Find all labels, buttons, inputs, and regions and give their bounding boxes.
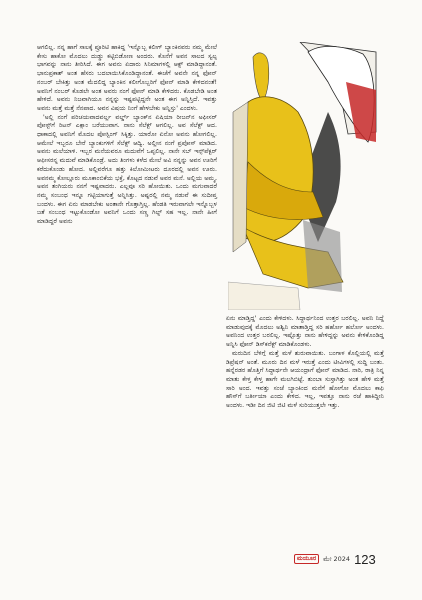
right-column	[226, 315, 384, 411]
issue-date: ಮೇ 2024	[323, 554, 351, 563]
magazine-logo: ಮಯೂರ	[294, 554, 319, 564]
paragraph-4: ಮರುದಿನ ಬೆಳಿಗ್ಗೆ ಮತ್ತೆ ಮಳೆ ಶುರುವಾಯಿತು. ಬಂಗಾಳ ಕೊಲ್ಲಿಯಲ್ಲಿ ಮತ್ತೆ ಡಿಪ್ರೆಷನ್ ಅಂತೆ. ಮೂರು ದಿನ ಮಳೆ ಇರುತ್ತೆ ಎಂದು ಟೀವಿಗಳಲ್ಲಿ ಸುದ್ದಿ ಬಂತು. ಹನ್ನೆರಡರ ಹೊತ್ತಿಗೆ ಸಿದ್ಧಾರ್ಥನೇ ಆಯಂದ್ರಾಗೆ ಫೋನ್ ಮಾಡಿದ. ನಾರಿ, ರಾತ್ರಿ ನಿನ್ನ ಮಾತು ಕೇಳ್ತ ಕೇಳ್ತ ಹಾಗೇ ಮಲಗಿಬಿಟ್ಟೆ. ತುಂಬಾ ಸುಸ್ತಾಗಿತ್ತು ಅಂತ ಹೇಳಿ ಮತ್ತೆ ಸಾರಿ ಅಂದ. ಇವತ್ತು ಸಂಜೆ ಬ್ಯಾಂಕಿಂದ ಮನೆಗೆ ಹೋಗೋ ಮೊದಲು ಕಾಫಿ ಹೌಸ್‌ಗೆ ಬರ್ತೀಯಾ ಎಂದು ಕೇಳಿದ. ಇಲ್ಲ, ಇವತ್ತೂ ನಾನು ರಜೆ ಹಾಕಿದ್ದೀನಿ ಅಂದಳು. ಇಡೀ ದಿನ ಜಿಟಿ ಜಿಟಿ ಮಳೆ ಸುರಿಯುತ್ತಲೇ ಇತ್ತು.	[226, 349, 384, 410]
left-column	[37, 44, 217, 227]
story-illustration	[228, 42, 378, 310]
paragraph-1: ಆಗಲಿಲ್ಲ. ನನ್ನ ಹಾಗೆ ಸಾಲಕ್ಕೆ ಪ್ರೂರಿಟಿ ಹಾಕಿದ್ದ 'ಇನ್ನೊಬ್ಬ ಕಲೀಗ್ ಬ್ಯಾಂಕಿನವರು ನಮ್ಮ ಮೇಲೆ ಕೇಸು ಹಾಕೋ ಮೊದಲು ದುಡ್ಡು ಕಟ್ಟಿಬಿಡೋಣ ಅಂದರು. ಕೊನೆಗೆ ಅವನ ಸಾಲದ ಸ್ವಲ್ಪ ಭಾಗವನ್ನು ನಾನು ತೀರಿಸಿದೆ. ಈಗ ಅವನು ಏದಾರು ಸಿನಿಮಾಗಳಲ್ಲಿ ಆಕ್ಟ್ ಮಾಡಿದ್ದಾನಂತೆ. ಭಾನುಪ್ರಕಾಶ್ ಅಂತ ಹೆಸರು ಬದಲಾಯಿಸಿಕೊಂಡಿದ್ದಾನಂತೆ. ಈಚೆಗೆ ಅವನೇ ನನ್ನ ಫೋನ್ ನಂಬರ್ ಬೇಕಿತ್ತು ಅಂತ ಮೆದಲಿದ್ದ ಬ್ಯಾಂಕಿನ ಕಲೀಗೊಬ್ಬರಿಗೆ ಫೋನ್ ಮಾಡಿ ಕೇಳಿದನಂತೆ! ಅವನಿಗೆ ನಂಬರ್ ಕೊಡಲೇ ಅಂತ ಅವರು ನಂಗೆ ಫೋನ್ ಮಾಡಿ ಕೇಳಿದರು. ಕೊಡಬೇಡಿ ಅಂತ ಹೇಳಿದೆ. ಅವನು ನಿಜವಾಗಿಯೂ ನನ್ನನ್ನು ಇಷ್ಟಪಟ್ಟಿದ್ದನೇ ಅಂತ ಈಗ ಅನ್ನಿಸ್ತಿದೆ. ಇವತ್ತು ಅವನು ಮತ್ತೆ ಮತ್ತೆ ನೆನಪಾದ. ಅವನ ವಿಷಯ ನಿಂಗೆ ಹೇಳಬೇಕು ಅನ್ನಿಸ್ತು' ಎಂದಳು.	[37, 44, 217, 112]
page-footer	[294, 552, 376, 566]
paragraph-2: 'ಅಲ್ಲಿ ನಂಗೆ ಪರಿಚಯವಾದವರ್ಲ್ಲ ವರ್ಲ್ಡ್ ಬ್ಯಾಂಕ್‌ನ ಏಷಿಯಾ ರೀಜನ್‌ನ ಅಫೀಸರ್ ಪೋಸ್ಟ್‌ಗೆ ರಿಟನ್ ಎಕ್ಸಾಂ ಬರೆಯುವಾಗ. ನಾನು ಸೆಲೆಕ್ಟ್ ಆಗಲಿಲ್ಲ. ಅವ ಸೆಲೆಕ್ಟ್ ಆದ. ಧಾಕಾದಲ್ಲಿ ಅವನಿಗೆ ಮೊದಲ ಪೋಸ್ಟಿಂಗ್ ಸಿಕ್ಕಿತ್ತು. ಯಾರೋ ಏನೋ ಅವನು ಹೋಗಲಿಲ್ಲ. ಆಮೇಲೆ ಇಬ್ಬರೂ ಬೇರೆ ಬ್ಯಾಂಕುಗಳಿಗೆ ಸೆಲೆಕ್ಟ್ ಆದ್ವಿ. ಅಲ್ಲೀನ ನಂಗೆ ಪ್ರಪೋಸ್ ಮಾಡಿದ. ಅವನು ಮಲೆಯಾಳಿ. ಇಬ್ಬರ ಮನೆಯವರೂ ಮದುವೆಗೆ ಒಪ್ಪಲಿಲ್ಲ. ನಾನೇ ಸಬ್ ಇನ್ಸ್‌ಪೆಕ್ಟರ್ ಆಫೀಸರನ್ನ ಮದುವೆ ಮಾಡಿಕೊಂಡ್ರೆ. ಅದು ತಿಂಗಳು ಕಳೆದ ಮೇಲೆ ಅವಿ ನನ್ನನ್ನು ಅವನ ಊರಿಗೆ ಕರೆದುಕೊಂಡು ಹೋದ. ಅಲ್ಲಿವರೆಗೂ ಹತ್ತು ಕಿಲೋಮೀಟರು ದೂರದಲ್ಲಿ ಅವನ ಊರು. ಅವನಮ್ಮ ಕೋಲ್ಲೂರು ಮೂಕಾಂಬಿಕೆಯ ಭಕ್ತೆ, ಕೊಟ್ಟದ ನಡುವೆ ಅವರ ಮನೆ. ಅಲ್ಲಿಯ ಅಮ್ಮ, ಅವನ ತಂಗಿಯರು ನನಗೆ ಇಷ್ಟವಾದರು. ಎಲ್ಲವೂ ಸರಿ ಹೋಯಿತು. ಒಂದು ಮಗುವಾದರೆ ನಮ್ಮ ಸಂಬಂಧ ಇನ್ನೂ ಗಟ್ಟಿಯಾಗುತ್ತೆ ಅನ್ನಿಸಿತ್ತು. ಅಷ್ಟರಲ್ಲಿ ನಮ್ಮ ನಡುವೆ ಈ ಸುದೀಪ್ತ ಬಂದಳು. ಈಗ ಏನು ಮಾಡಬೇಕು ಅಂತಾನೇ ಗೊತ್ತಾಗ್ತಿಲ್ಲ. ಹೆಂಡತಿ ಇರುವಾಗಲೇ ಇನ್ನೊಬ್ಬಳ ಜತೆ ಸಂಬಂಧ ಇಟ್ಟುಕೊಂಡೋ ಅವನಿಗೆ ಒಂದು ಸಣ್ಣ ಗಿಲ್ಟ್ ಸಹ ಇಲ್ಲ. ನಾನೇ ಹೀಗೆ ಮಾಡಿದ್ದರೆ ಅವನು	[37, 113, 217, 226]
page-number: 123	[354, 551, 376, 567]
paragraph-3: ಏನು ಮಾಡ್ತಿದ್ದ' ಎಂದು ಕೇಳಿದಳು. ಸಿದ್ಧಾರ್ಥನಿಂದ ಉತ್ತರ ಬರಲಿಲ್ಲ. ಅವನಿ ನಿದ್ದೆ ಮಾಡುವುದಕ್ಕೆ ಮೊದಲು ಅಶ್ವಿನಿ ಮಾತಾಡ್ತಿದ್ದ ಸರಿ ಹರ್ಹೋ ಹರ್ಲೋ ಅಂದಳು. ಅವನಿಂದ ಉತ್ತರ ಬರಲಿಲ್ಲ. ಇಷ್ಟೊತ್ತು ನಾನು ಹೇಳಿದ್ದನ್ನು ಅವನು ಕೇಳಿಕೊಂಡಿದ್ದ ಅನ್ನಿಸಿ ಫೋನ್ ಡಿಸ್‌ಕನೆಕ್ಟ್ ಮಾಡಿಕೊಂಡಳು.	[226, 315, 384, 349]
